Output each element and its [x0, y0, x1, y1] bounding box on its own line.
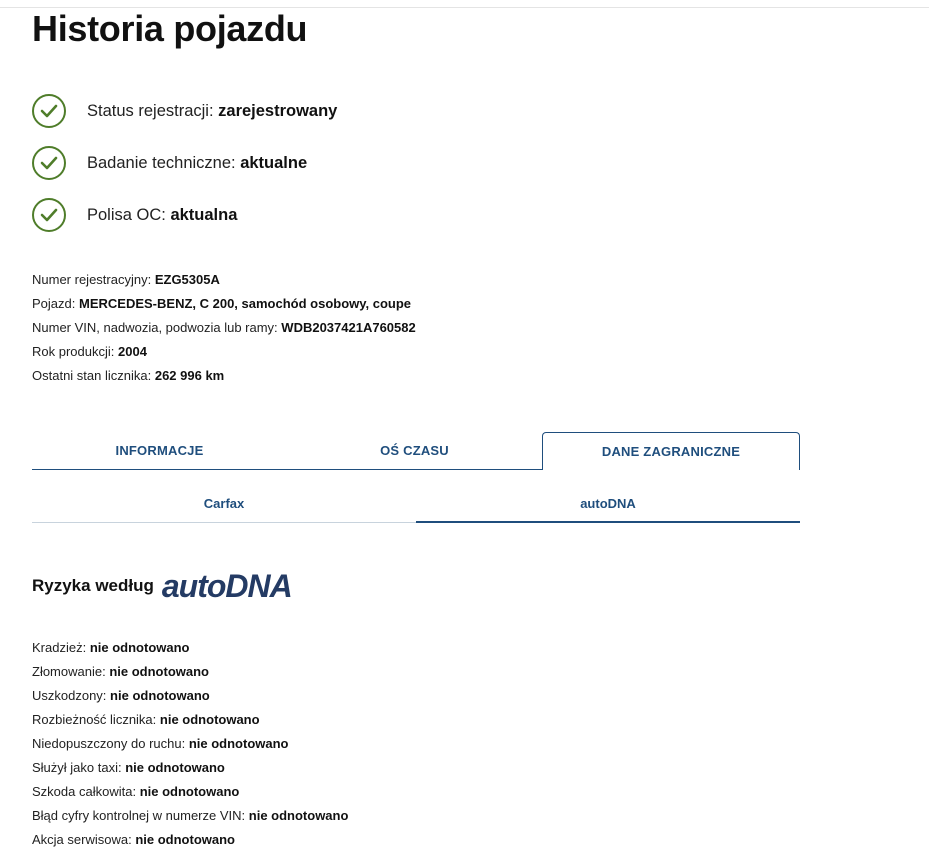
risk-service-campaign: Akcja serwisowa: nie odnotowano: [32, 832, 235, 847]
subtab-carfax[interactable]: Carfax: [203, 496, 245, 511]
status-text: Status rejestracji: zarejestrowany: [87, 101, 338, 120]
info-vehicle: Pojazd: MERCEDES-BENZ, C 200, samochód osobowy, coupe: [32, 296, 412, 311]
subtab-autodna[interactable]: autoDNA: [580, 496, 636, 511]
risk-taxi: Służył jako taxi: nie odnotowano: [32, 760, 225, 775]
risk-theft: Kradzież: nie odnotowano: [32, 640, 190, 655]
risk-section-heading: [32, 570, 292, 602]
autodna-logo: autoDNA: [161, 568, 292, 604]
info-production-year: Rok produkcji: 2004: [32, 344, 147, 359]
tab-dane-zagraniczne[interactable]: DANE ZAGRANICZNE: [542, 432, 800, 470]
risk-not-roadworthy: Niedopuszczony do ruchu: nie odnotowano: [32, 736, 289, 751]
subtab-bar: [32, 487, 800, 524]
vehicle-info: [32, 268, 416, 388]
risk-total-loss: Szkoda całkowita: nie odnotowano: [32, 784, 240, 799]
risk-list: [32, 636, 348, 852]
subtab-autodna-underline: [416, 521, 800, 523]
tab-bar: [32, 432, 800, 470]
status-list: [32, 93, 337, 249]
risk-scrapping: Złomowanie: nie odnotowano: [32, 664, 209, 679]
risk-section-title: Ryzyka według: [32, 576, 154, 595]
risk-vin-check-digit: Błąd cyfry kontrolnej w numerze VIN: nie odnotowano: [32, 808, 349, 823]
check-circle-icon: [32, 94, 66, 128]
status-text: Badanie techniczne: aktualne: [87, 153, 308, 172]
info-vin: Numer VIN, nadwozia, podwozia lub ramy: WDB2037421A760582: [32, 320, 416, 335]
status-text: Polisa OC: aktualna: [87, 205, 238, 224]
tab-os-czasu[interactable]: OŚ CZASU: [380, 443, 449, 458]
status-insurance: [32, 197, 337, 233]
status-registration: [32, 93, 337, 129]
status-inspection: [32, 145, 337, 181]
tab-informacje[interactable]: INFORMACJE: [115, 443, 204, 458]
info-odometer: Ostatni stan licznika: 262 996 km: [32, 368, 225, 383]
check-circle-icon: [32, 198, 66, 232]
page-title: Historia pojazdu: [32, 8, 308, 49]
risk-odometer-mismatch: Rozbieżność licznika: nie odnotowano: [32, 712, 260, 727]
check-circle-icon: [32, 146, 66, 180]
subtab-carfax-underline: [32, 522, 416, 523]
info-registration-number: Numer rejestracyjny: EZG5305A: [32, 272, 220, 287]
risk-damaged: Uszkodzony: nie odnotowano: [32, 688, 210, 703]
